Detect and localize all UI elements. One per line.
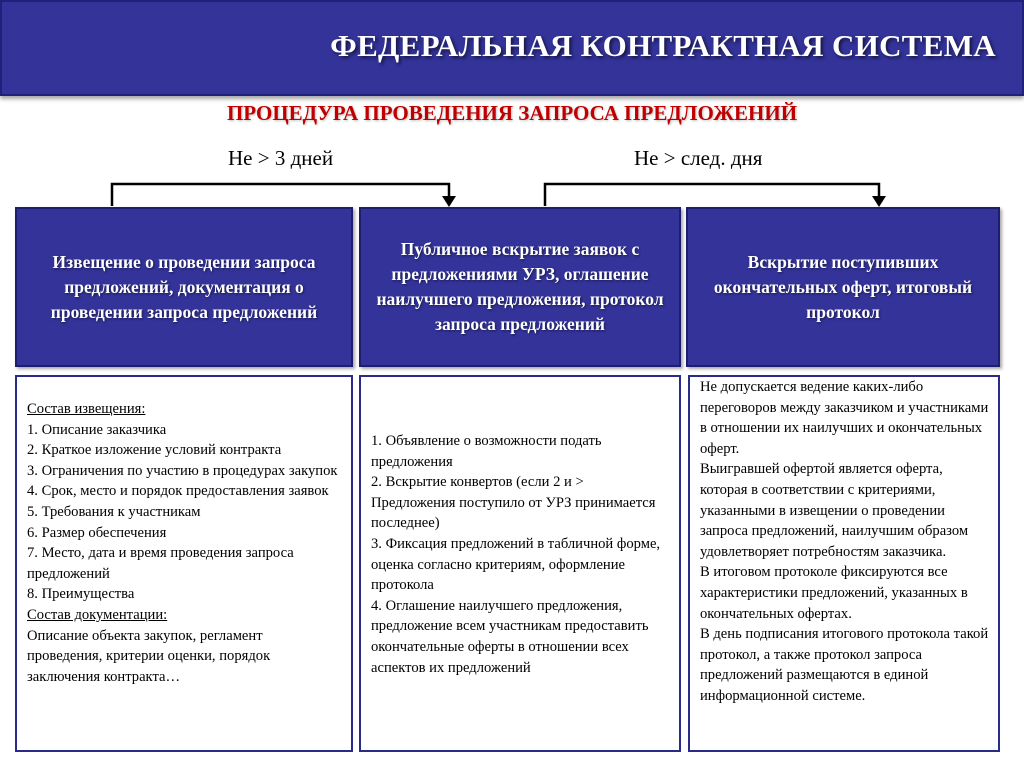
detail-box-notice <box>15 375 353 752</box>
list-item: 2. Краткое изложение условий контракта <box>27 442 282 459</box>
arrow-down-icon <box>442 196 456 207</box>
paragraph: Выигравшей офертой является оферта, которая в соответствии с критериями, указанными в извещении о проведении запроса предложений, наилучшим образом удовлетворяет потребностям заказчика. <box>700 461 969 560</box>
paragraph: В итоговом протоколе фиксируются все характеристики предложений, указанных в окончательных офертах. <box>700 564 968 622</box>
list-item: 2. Вскрытие конвертов (если 2 и > Предложения поступило от УРЗ принимается последнее) <box>371 474 656 532</box>
stage-title: Вскрытие поступивших окончательных оферт, итоговый протокол <box>713 251 973 322</box>
stage-title: Извещение о проведении запроса предложений, документация о проведении запроса предложений <box>50 251 318 322</box>
time-limit-label-2: Не > след. дня <box>634 146 763 170</box>
paragraph: Не допускается ведение каких-либо переговоров между заказчиком и участниками в отношении их наилучших и окончательных оферт. <box>700 379 989 457</box>
time-limit-label-1: Не > 3 дней <box>228 146 334 170</box>
procedure-subtitle: ПРОЦЕДУРА ПРОВЕДЕНИЯ ЗАПРОСА ПРЕДЛОЖЕНИЙ <box>226 101 798 125</box>
stage-box-final <box>686 207 1000 367</box>
connector-bracket-1 <box>112 184 449 206</box>
list-item: 3. Ограничения по участию в процедурах закупок <box>27 462 338 479</box>
list-item: 1. Описание заказчика <box>27 421 167 438</box>
section-heading: Состав извещения: <box>27 401 146 417</box>
list-item: 8. Преимущества <box>27 586 135 603</box>
list-item: 5. Требования к участникам <box>27 503 201 520</box>
list-item: 4. Срок, место и порядок предоставления заявок <box>27 483 329 500</box>
list-item: 4. Оглашение наилучшего предложения, предложение всем участникам предоставить окончательные оферты в отношении всех аспектов их предложений <box>371 597 649 676</box>
list-item: Описание объекта закупок, регламент проведения, критерии оценки, порядок заключения контракта… <box>27 627 271 685</box>
section-heading: Состав документации: <box>27 606 168 623</box>
detail-box-final <box>688 375 1000 752</box>
list-item: 7. Место, дата и время проведения запроса предложений <box>27 545 294 582</box>
list-item: 3. Фиксация предложений в табличной форме, оценка согласно критериям, оформление протокола <box>371 535 661 594</box>
stage-box-opening <box>359 207 681 367</box>
page-title: ФЕДЕРАЛЬНАЯ КОНТРАКТНАЯ СИСТЕМА <box>330 28 996 63</box>
detail-box-opening <box>359 375 681 752</box>
connector-bracket-2 <box>545 184 879 206</box>
list-item: 1. Объявление о возможности подать предложения <box>371 433 602 470</box>
list-item: 6. Размер обеспечения <box>27 524 167 541</box>
stage-box-notice <box>15 207 353 367</box>
stage-title: Публичное вскрытие заявок с предложениями УРЗ, оглашение наилучшего предложения, протокол запроса предложений <box>376 239 664 334</box>
paragraph: В день подписания итогового протокола такой протокол, а также протокол запроса предложений размещаются в единой информационной системе. <box>700 626 989 704</box>
arrow-down-icon <box>872 196 886 207</box>
